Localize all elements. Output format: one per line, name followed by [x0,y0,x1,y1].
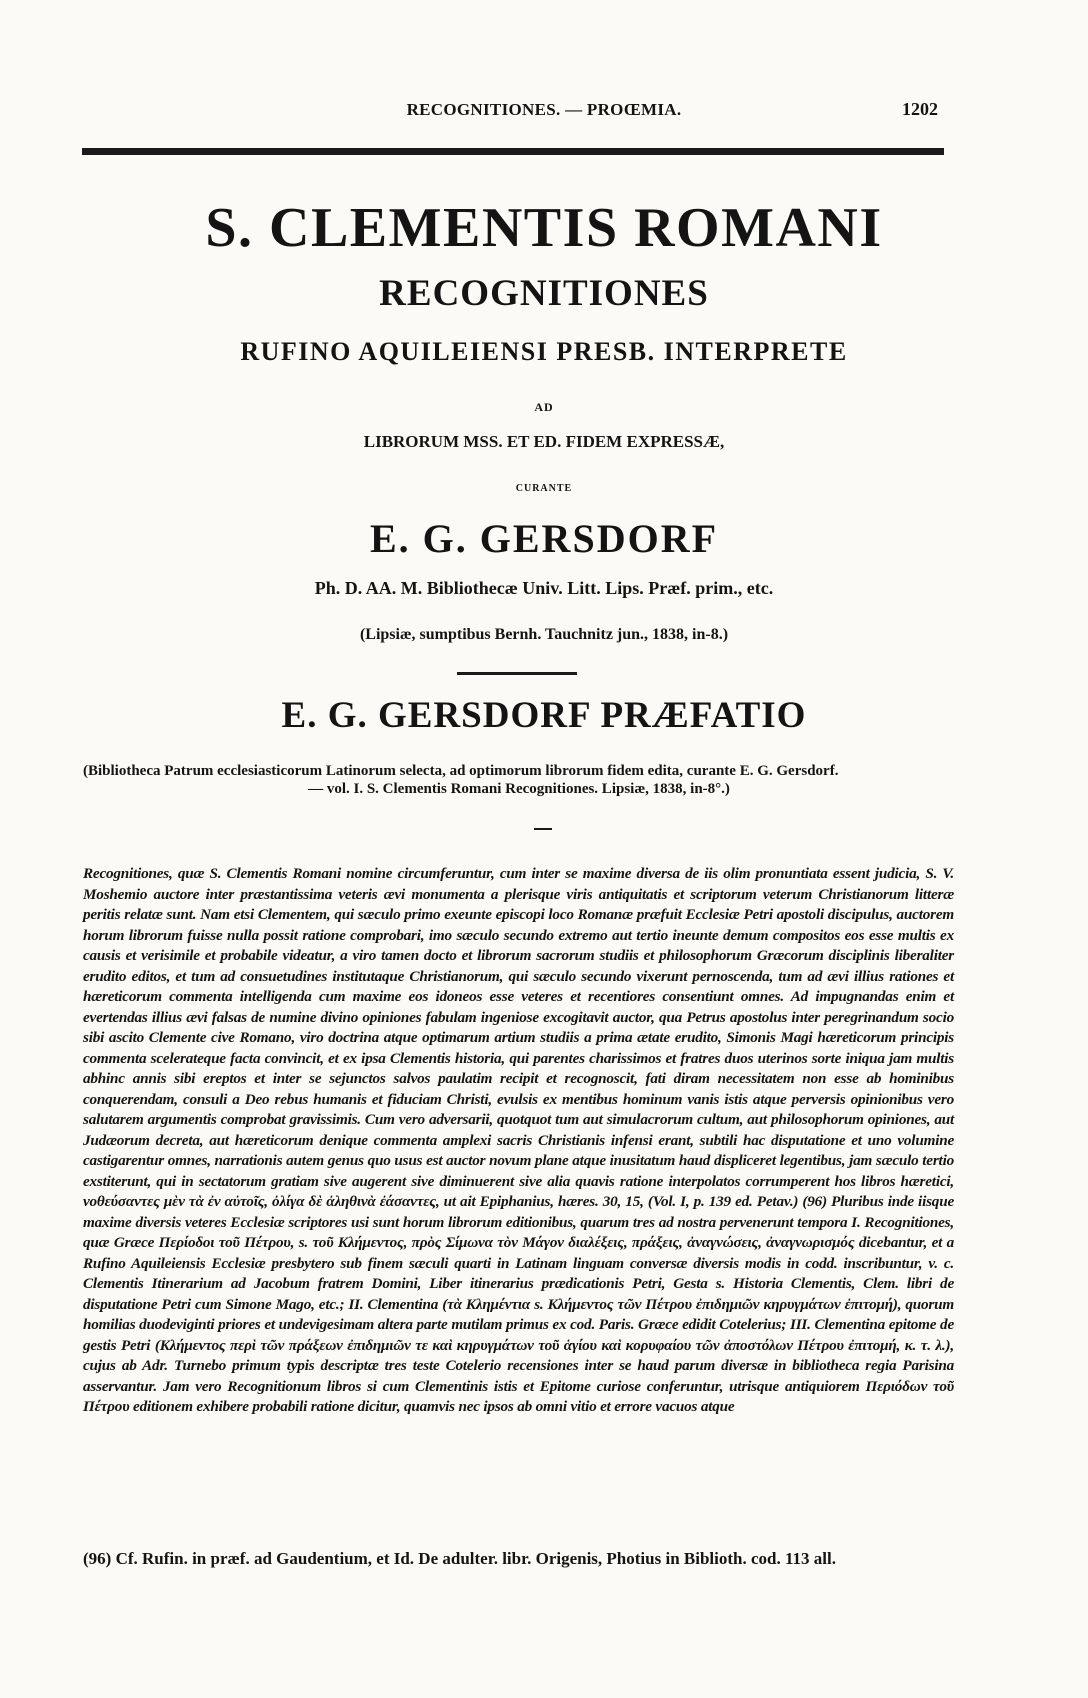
running-head: RECOGNITIONES. — PROŒMIA. [406,100,682,119]
librorum-line: LIBRORUM MSS. ET ED. FIDEM EXPRESSÆ, [363,432,725,451]
preface-source-line1: (Bibliotheca Patrum ecclesiasticorum Latinorum selecta, ad optimorum librorum fidem edita, curante E. G. Gersdorf. [83,763,839,779]
editor-name: E. G. GERSDORF [369,516,719,561]
footnote: (96) Cf. Rufin. in præf. ad Gaudentium, et Id. De adulter. libr. Origenis, Photius in Biblioth. cod. 113 all. [83,1549,836,1568]
preface-body: Recognitiones, quæ S. Clementis Romani nomine circumferuntur, cum inter se maxime diversa de iis olim pronuntiata essent judicia, S. V. Moshemio auctore inter præstantissima veteris ævi monumenta a plerisque viris antiquitatis et scriptorum veterum Christianorum litteræ peritis relatæ sunt. Nam etsi Clementem, qui sæculo primo exeunte episcopi loco Romanæ præfuit Ecclesiæ Petri apostoli discipulus, auctorem horum librorum fuisse nulla possit ratione comprobari, imo sæculo secundo extremo aut tertio ineunte demum compositos eos esse multis ex causis et verisimile et probabile videatur, a viro tamen docto et librorum sacrorum studiis et philosophorum Græcorum disciplinis liberaliter erudito editos, et tum ad consuetudines institutaque Christianorum, qui sæculo secundo vixerunt pernoscenda, tum ad ævi illius rationes et hæreticorum commenta intelligenda cum maxime eos idoneos esse veteres et recentiores consentiunt omnes. Ad impugnandas enim et evertendas illius ævi falsas de numine divino opiniones fabulam ingeniose excogitavit auctor, qua Petrus apostolus inter peregrinandum socio sibi ascito Clemente cive Romano, viro doctrina atque optimarum artium studiis a prima ætate erudito, Simonis Magi hæreticorum principis commenta scelerateque facta convincit, et ex ipsa Clementis historia, qui parentes charissimos et fratres duos uterinos sorte iniqua jam multis abhinc annis sibi ereptos et inter se sejunctos salvos paulatim recipit et recognoscit, fati diram necessitatem non esse ab hominibus conquerendam, consuli a Deo rebus humanis et fiduciam Christi, evulsis ex mentibus hominum vanis istis atque perversis opinionibus vero salutarem argumentis comprobat gravissimis. Cum vero adversarii, quotquot tum aut simulacrorum cultum, aut philosophorum opiniones, aut Judæorum decreta, aut hæreticorum denique commenta amplexi sacris Christianis infensi erant, subtili hac disputatione et uno volumine castigarentur omnes, narrationis autem genus quo usus est auctor novum plane atque inusitatum haud displiceret legentibus, jam sæculo tertio exstiterunt, qui in sectatorum gratiam sive augerent sive diminuerent sive alia quavis ratione interpolatos corrumperent hos libros hæretici, νοθεύσαντες μὲν τὰ ἐν αὐτοῖς, ὀλίγα δὲ ἀληθινὰ ἐάσαντες, ut ait Epiphanius, hæres. 30, 15, (Vol. I, p. 139 ed. Petav.) (96) Pluribus inde iisque maxime diversis veteres Ecclesiæ scriptores usi sunt horum librorum editionibus, quarum tres ad nostra pervenerunt tempora I. Recognitiones, quæ Græce Περίοδοι τοῦ Πέτρου, s. τοῦ Κλήμεντος, πρὸς Σίμωνα τὸν Μάγον διαλέξεις, πράξεις, ἀναγνώσεις, ἀναγνωρισμός dicebantur, et a Rufino Aquileiensis Ecclesiæ presbytero sub finem sæculi quarti in Latinam linguam conversæ diversis modis in codd. inscribuntur, v. c. Clementis Itinerarium ad Jacobum fratrem Domini, Liber itinerarius prædicationis Petri, Gesta s. Historia Clementis, Clem. libri de disputatione Petri cum Simone Mago, etc.; II. Clementina (τὰ Κλημέντια s. Κλήμεντος τῶν Πέτρου ἐπιδημιῶν κηρυγμάτων ἐπιτομή), quorum homilias duodeviginti priores et undevigesimam altera parte mutilam primus ex cod. Paris. Græce edidit Cotelerius; III. Clementina epitome de gestis Petri (Κλήμεντος περὶ τῶν πράξεων ἐπιδημιῶν τε καὶ κηρυγμάτων τοῦ ἁγίου καὶ κορυφαίου τῶν ἀποστόλων Πέτρου ἐπιτομή, κ. τ. λ.), cujus ab Adr. Turnebo primum typis descriptæ tres teste Cotelerio recensiones inter se haud parum diversæ in bibliotheca regia Parisina asservantur. Jam vero Recognitionum libros si cum Clementinis istis et Epitome curiose conferuntur, utrisque antiquiorem Περιόδων τοῦ Πέτρου editionem exhibere probabili ratione dicitur, quamvis nec ipsos ab omni vitio et errore vacuos atque [83,865,954,1415]
header-rule [82,148,944,155]
preface-heading: E. G. GERSDORF PRÆFATIO [281,695,807,736]
curante-line: CURANTE [515,483,573,494]
interpreter-line: RUFINO AQUILEIENSI PRESB. INTERPRETE [240,337,848,366]
preface-source [83,762,955,798]
editor-titles: Ph. D. AA. M. Bibliothecæ Univ. Litt. Lips. Præf. prim., etc. [314,578,774,598]
section-divider [457,672,577,675]
subtitle: RECOGNITIONES [379,273,709,314]
ad-line: AD [534,400,554,414]
main-title: S. CLEMENTIS ROMANI [205,197,883,259]
page-number: 1202 [902,99,938,119]
small-divider [534,828,552,830]
imprint-line: (Lipsiæ, sumptibus Bernh. Tauchnitz jun., 1838, in-8.) [359,626,729,643]
preface-source-line2: — vol. I. S. Clementis Romani Recognitiones. Lipsiæ, 1838, in-8°.) [308,781,730,797]
